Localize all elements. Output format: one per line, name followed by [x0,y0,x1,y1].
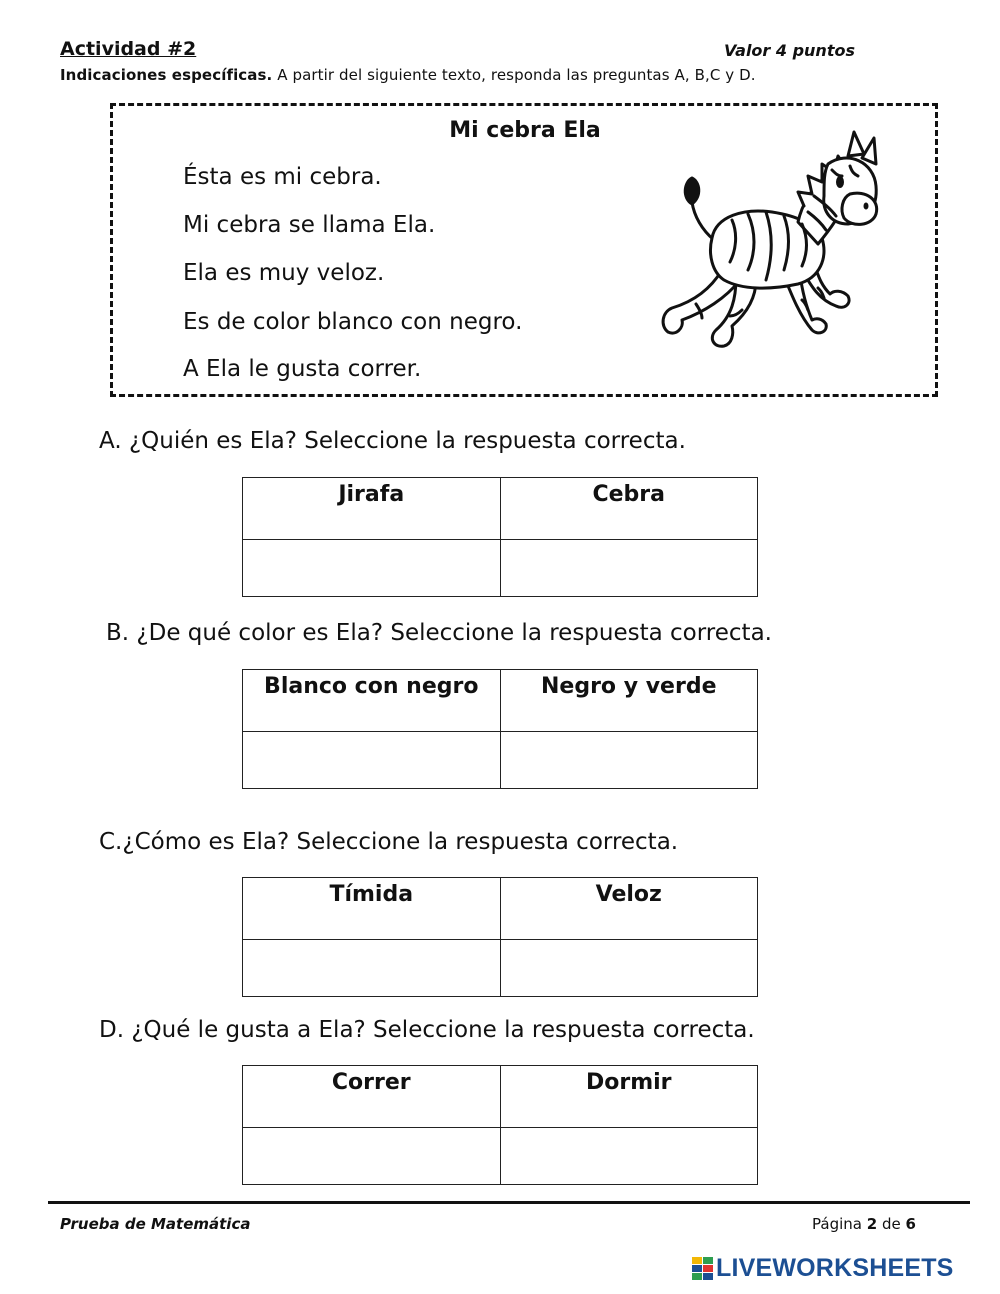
story-line: Mi cebra se llama Ela. [183,212,436,238]
question-d: D. ¿Qué le gusta a Ela? Seleccione la respuesta correcta. [99,1017,755,1043]
option-label: Negro y verde [500,670,758,732]
answer-cell[interactable] [243,540,501,597]
answer-cell[interactable] [500,540,758,597]
brand-name: LIVEWORKSHEETS [716,1254,954,1282]
story-title: Mi cebra Ela [449,118,601,143]
answer-cell[interactable] [243,732,501,789]
answer-cell[interactable] [500,940,758,997]
option-label: Jirafa [243,478,501,540]
option-label: Veloz [500,878,758,940]
option-label: Cebra [500,478,758,540]
instructions-text: A partir del siguiente texto, responda las preguntas A, B,C y D. [272,66,756,84]
answer-cell[interactable] [243,940,501,997]
answer-cell[interactable] [500,1128,758,1185]
page-middle: de [877,1215,906,1233]
liveworksheets-logo-icon [692,1257,714,1281]
question-a: A. ¿Quién es Ela? Seleccione la respuesta correcta. [99,428,686,454]
options-table-d [242,1065,758,1185]
page-prefix: Página [812,1215,867,1233]
footer-divider [48,1201,970,1204]
activity-title: Actividad #2 [60,38,197,60]
story-line: Es de color blanco con negro. [183,309,523,335]
question-b: B. ¿De qué color es Ela? Seleccione la respuesta correcta. [106,620,772,646]
option-label: Tímida [243,878,501,940]
page-current: 2 [866,1215,878,1233]
activity-value: Valor 4 puntos [724,41,855,60]
option-label: Dormir [500,1066,758,1128]
options-table-a [242,477,758,597]
story-line: A Ela le gusta correr. [183,356,422,382]
page-total: 6 [905,1215,916,1233]
options-table-b [242,669,758,789]
option-label: Correr [243,1066,501,1128]
options-table-c [242,877,758,997]
story-line: Ela es muy veloz. [183,260,385,286]
answer-cell[interactable] [500,732,758,789]
page-indicator [812,1215,916,1233]
footer-subject: Prueba de Matemática [60,1215,251,1233]
zebra-illustration-icon [652,120,884,352]
instructions-label: Indicaciones específicas. [60,66,273,84]
option-label: Blanco con negro [243,670,501,732]
question-c: C.¿Cómo es Ela? Seleccione la respuesta correcta. [99,829,679,855]
answer-cell[interactable] [243,1128,501,1185]
story-line: Ésta es mi cebra. [183,164,382,190]
instructions [60,66,756,84]
